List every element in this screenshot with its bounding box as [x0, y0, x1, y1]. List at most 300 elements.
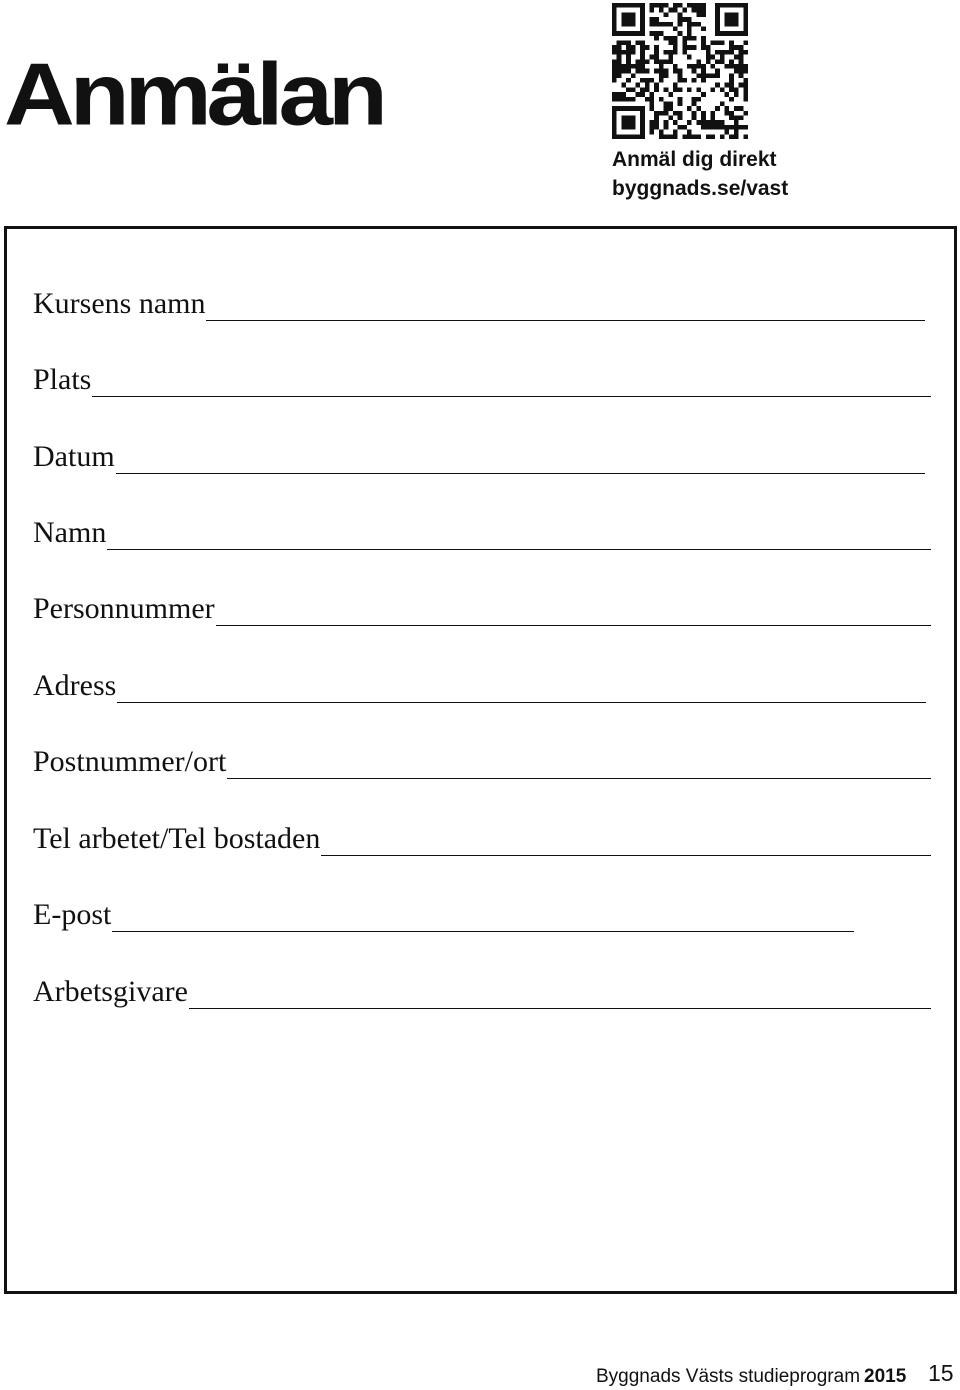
qr-module: [650, 120, 655, 125]
qr-module: [640, 69, 645, 74]
qr-module: [710, 55, 715, 60]
qr-module: [692, 3, 697, 8]
qr-module: [743, 12, 748, 17]
qr-module: [621, 3, 626, 8]
qr-module: [631, 73, 636, 78]
qr-module: [645, 45, 650, 50]
qr-module: [640, 50, 645, 55]
qr-module: [664, 12, 669, 17]
qr-module: [659, 73, 664, 78]
qr-module: [706, 134, 711, 139]
qr-module: [612, 8, 617, 13]
qr-module: [654, 83, 659, 88]
qr-module: [645, 59, 650, 64]
field-label: E-post: [33, 898, 112, 931]
qr-module: [739, 116, 744, 121]
qr-module: [720, 87, 725, 92]
qr-module: [668, 59, 673, 64]
qr-module: [673, 83, 678, 88]
qr-module: [729, 134, 734, 139]
qr-module: [631, 50, 636, 55]
qr-module: [626, 12, 631, 17]
qr-module: [654, 55, 659, 60]
qr-module: [734, 92, 739, 97]
qr-module: [682, 41, 687, 46]
qr-module: [696, 120, 701, 125]
qr-module: [687, 64, 692, 69]
qr-module: [701, 26, 706, 31]
qr-module: [631, 3, 636, 8]
qr-module: [743, 83, 748, 88]
qr-module: [664, 50, 669, 55]
qr-module: [612, 12, 617, 17]
qr-module: [668, 36, 673, 41]
qr-module: [621, 92, 626, 97]
field-label: Datum: [33, 440, 115, 473]
qr-module: [617, 41, 622, 46]
qr-module: [635, 41, 640, 46]
field-personnummer[interactable]: [33, 586, 931, 626]
qr-module: [654, 111, 659, 116]
qr-module: [635, 83, 640, 88]
qr-module: [617, 97, 622, 102]
qr-module: [701, 36, 706, 41]
qr-module: [659, 22, 664, 27]
qr-module: [640, 59, 645, 64]
qr-module: [720, 50, 725, 55]
qr-module: [626, 3, 631, 8]
qr-module: [631, 17, 636, 22]
qr-module: [729, 78, 734, 83]
qr-module: [682, 78, 687, 83]
qr-module: [696, 106, 701, 111]
qr-module: [673, 3, 678, 8]
qr-module: [640, 55, 645, 60]
qr-module: [626, 45, 631, 50]
field-label: Adress: [33, 669, 117, 702]
qr-module: [701, 120, 706, 125]
qr-module: [701, 92, 706, 97]
qr-module: [673, 45, 678, 50]
qr-module: [650, 17, 655, 22]
qr-module: [678, 87, 683, 92]
qr-module: [715, 73, 720, 78]
qr-module: [725, 106, 730, 111]
qr-module: [696, 59, 701, 64]
qr-module: [640, 3, 645, 8]
qr-module: [687, 45, 692, 50]
qr-module: [626, 106, 631, 111]
footer-year: 2015: [864, 1366, 907, 1387]
field-input-line[interactable]: [227, 778, 931, 779]
qr-module: [635, 59, 640, 64]
qr-module: [692, 116, 697, 121]
qr-module: [645, 78, 650, 83]
qr-module: [640, 78, 645, 83]
qr-module: [729, 125, 734, 130]
qr-module: [664, 36, 669, 41]
qr-module: [743, 87, 748, 92]
qr-module: [706, 120, 711, 125]
qr-module: [687, 26, 692, 31]
registration-form: [4, 226, 957, 1294]
qr-module: [743, 31, 748, 36]
qr-module: [701, 78, 706, 83]
qr-module: [617, 73, 622, 78]
qr-module: [631, 64, 636, 69]
field-input-line[interactable]: [321, 855, 931, 856]
qr-module: [743, 3, 748, 8]
footer: [596, 1366, 906, 1388]
qr-module: [734, 106, 739, 111]
qr-code-icon[interactable]: [612, 3, 748, 139]
qr-module: [654, 31, 659, 36]
qr-module: [743, 22, 748, 27]
qr-module: [701, 125, 706, 130]
qr-module: [621, 97, 626, 102]
qr-module: [701, 3, 706, 8]
qr-module: [701, 41, 706, 46]
qr-module: [682, 36, 687, 41]
qr-module: [635, 69, 640, 74]
qr-module: [612, 26, 617, 31]
qr-module: [729, 111, 734, 116]
qr-module: [701, 8, 706, 13]
qr-module: [692, 111, 697, 116]
field-input-line[interactable]: [116, 473, 925, 474]
field-e-post[interactable]: [33, 892, 854, 932]
qr-module: [617, 64, 622, 69]
qr-module: [692, 8, 697, 13]
qr-module: [621, 50, 626, 55]
qr-module: [715, 106, 720, 111]
qr-module: [626, 69, 631, 74]
qr-module: [673, 26, 678, 31]
field-datum[interactable]: [33, 434, 925, 474]
qr-module: [687, 120, 692, 125]
qr-module: [664, 125, 669, 130]
qr-module: [650, 106, 655, 111]
qr-module: [729, 41, 734, 46]
qr-module: [743, 134, 748, 139]
field-input-line[interactable]: [92, 396, 931, 397]
qr-module: [706, 45, 711, 50]
qr-module: [678, 22, 683, 27]
qr-module: [617, 69, 622, 74]
qr-module: [696, 64, 701, 69]
qr-module: [612, 134, 617, 139]
qr-module: [626, 50, 631, 55]
qr-module: [659, 31, 664, 36]
qr-module: [631, 106, 636, 111]
field-plats[interactable]: [33, 357, 931, 397]
qr-module: [621, 134, 626, 139]
qr-module: [725, 111, 730, 116]
qr-module: [696, 3, 701, 8]
field-telefon[interactable]: [33, 816, 931, 856]
qr-module: [692, 134, 697, 139]
qr-module: [706, 59, 711, 64]
field-label: Namn: [33, 516, 107, 549]
qr-module: [612, 125, 617, 130]
qr-module: [612, 92, 617, 97]
qr-module: [659, 8, 664, 13]
qr-module: [673, 87, 678, 92]
qr-module: [612, 31, 617, 36]
qr-module: [715, 83, 720, 88]
qr-module: [729, 116, 734, 121]
qr-module: [743, 69, 748, 74]
qr-module: [621, 22, 626, 27]
qr-module: [701, 69, 706, 74]
qr-module: [743, 8, 748, 13]
qr-module: [650, 125, 655, 130]
field-input-line[interactable]: [216, 625, 931, 626]
qr-module: [720, 125, 725, 130]
qr-module: [635, 31, 640, 36]
qr-module: [701, 116, 706, 121]
field-adress[interactable]: [33, 663, 926, 703]
qr-module: [626, 55, 631, 60]
qr-module: [626, 120, 631, 125]
qr-module: [696, 8, 701, 13]
qr-module: [650, 101, 655, 106]
qr-module: [635, 3, 640, 8]
qr-module: [687, 31, 692, 36]
qr-module: [715, 31, 720, 36]
field-input-line[interactable]: [206, 320, 925, 321]
qr-module: [668, 55, 673, 60]
qr-module: [729, 12, 734, 17]
qr-module: [739, 106, 744, 111]
qr-module: [664, 69, 669, 74]
qr-module: [687, 87, 692, 92]
qr-module: [682, 17, 687, 22]
qr-module: [640, 41, 645, 46]
field-input-line[interactable]: [107, 549, 931, 550]
qr-module: [710, 134, 715, 139]
qr-module: [617, 31, 622, 36]
qr-module: [640, 17, 645, 22]
qr-module: [650, 31, 655, 36]
qr-module: [734, 116, 739, 121]
qr-module: [725, 64, 730, 69]
qr-module: [715, 50, 720, 55]
qr-caption-line1: Anmäl dig direkt: [612, 148, 777, 171]
qr-module: [682, 125, 687, 130]
qr-module: [664, 111, 669, 116]
qr-module: [631, 22, 636, 27]
qr-module: [631, 125, 636, 130]
qr-module: [706, 125, 711, 130]
qr-module: [650, 130, 655, 135]
qr-module: [743, 92, 748, 97]
qr-module: [626, 87, 631, 92]
field-postnummer-ort[interactable]: [33, 739, 931, 779]
qr-module: [739, 64, 744, 69]
qr-module: [696, 87, 701, 92]
qr-module: [678, 69, 683, 74]
qr-module: [626, 22, 631, 27]
qr-module: [631, 12, 636, 17]
field-label: Personnummer: [33, 592, 215, 625]
qr-module: [640, 120, 645, 125]
qr-module: [635, 134, 640, 139]
qr-module: [687, 130, 692, 135]
qr-module: [678, 97, 683, 102]
qr-module: [687, 134, 692, 139]
qr-module: [696, 12, 701, 17]
qr-module: [720, 3, 725, 8]
qr-module: [668, 134, 673, 139]
qr-module: [664, 134, 669, 139]
qr-module: [696, 22, 701, 27]
qr-module: [640, 130, 645, 135]
qr-module: [725, 50, 730, 55]
qr-module: [664, 22, 669, 27]
qr-module: [673, 134, 678, 139]
qr-module: [673, 36, 678, 41]
qr-module: [678, 12, 683, 17]
qr-module: [621, 41, 626, 46]
qr-module: [673, 41, 678, 46]
qr-module: [715, 59, 720, 64]
qr-module: [692, 97, 697, 102]
qr-module: [621, 83, 626, 88]
qr-module: [715, 125, 720, 130]
qr-caption: [612, 145, 788, 203]
qr-module: [659, 78, 664, 83]
field-input-line[interactable]: [189, 1008, 931, 1009]
qr-module: [720, 120, 725, 125]
qr-module: [635, 106, 640, 111]
qr-module: [729, 97, 734, 102]
qr-module: [743, 41, 748, 46]
field-label: Postnummer/ort: [33, 745, 227, 778]
field-kursens-namn[interactable]: [33, 281, 925, 321]
field-input-line[interactable]: [112, 931, 854, 932]
qr-module: [743, 26, 748, 31]
qr-module: [678, 78, 683, 83]
qr-module: [640, 8, 645, 13]
qr-module: [692, 69, 697, 74]
qr-module: [687, 106, 692, 111]
qr-module: [687, 55, 692, 60]
qr-module: [729, 50, 734, 55]
qr-module: [621, 106, 626, 111]
qr-module: [617, 3, 622, 8]
qr-module: [654, 69, 659, 74]
qr-module: [664, 120, 669, 125]
qr-module: [635, 64, 640, 69]
qr-module: [706, 50, 711, 55]
qr-module: [654, 50, 659, 55]
qr-module: [682, 45, 687, 50]
field-namn[interactable]: [33, 510, 931, 550]
qr-module: [725, 83, 730, 88]
qr-module: [701, 64, 706, 69]
qr-module: [739, 3, 744, 8]
qr-module: [715, 12, 720, 17]
qr-module: [743, 50, 748, 55]
qr-module: [626, 64, 631, 69]
qr-module: [654, 17, 659, 22]
qr-module: [710, 41, 715, 46]
qr-module: [668, 50, 673, 55]
qr-module: [612, 3, 617, 8]
qr-module: [626, 125, 631, 130]
field-label: Kursens namn: [33, 287, 206, 320]
qr-module: [650, 78, 655, 83]
qr-module: [626, 41, 631, 46]
field-input-line[interactable]: [117, 702, 926, 703]
qr-module: [640, 45, 645, 50]
qr-module: [668, 116, 673, 121]
qr-module: [734, 130, 739, 135]
qr-module: [710, 120, 715, 125]
qr-module: [612, 59, 617, 64]
qr-module: [743, 78, 748, 83]
qr-module: [725, 130, 730, 135]
qr-module: [720, 31, 725, 36]
qr-module: [729, 87, 734, 92]
qr-module: [621, 116, 626, 121]
qr-module: [725, 125, 730, 130]
qr-caption-link[interactable]: byggnads.se/vast: [612, 177, 789, 200]
qr-module: [673, 8, 678, 13]
qr-module: [682, 134, 687, 139]
qr-module: [692, 64, 697, 69]
qr-module: [696, 73, 701, 78]
qr-module: [617, 59, 622, 64]
qr-module: [617, 45, 622, 50]
qr-module: [650, 8, 655, 13]
qr-module: [734, 120, 739, 125]
qr-module: [659, 64, 664, 69]
qr-module: [654, 36, 659, 41]
qr-module: [692, 78, 697, 83]
qr-module: [640, 106, 645, 111]
qr-module: [678, 111, 683, 116]
qr-module: [668, 22, 673, 27]
field-label: Plats: [33, 363, 92, 396]
qr-module: [734, 22, 739, 27]
qr-module: [654, 45, 659, 50]
qr-module: [664, 87, 669, 92]
qr-module: [743, 17, 748, 22]
qr-module: [673, 50, 678, 55]
qr-module: [673, 130, 678, 135]
qr-module: [696, 97, 701, 102]
qr-module: [631, 134, 636, 139]
qr-module: [739, 83, 744, 88]
qr-module: [729, 45, 734, 50]
qr-module: [617, 92, 622, 97]
qr-module: [617, 50, 622, 55]
qr-module: [650, 22, 655, 27]
qr-module: [617, 134, 622, 139]
qr-module: [664, 106, 669, 111]
qr-module: [645, 83, 650, 88]
qr-module: [626, 116, 631, 121]
qr-module: [701, 111, 706, 116]
qr-module: [687, 3, 692, 8]
qr-module: [673, 120, 678, 125]
field-arbetsgivare[interactable]: [33, 969, 931, 1009]
qr-module: [734, 45, 739, 50]
qr-module: [743, 111, 748, 116]
qr-module: [664, 59, 669, 64]
